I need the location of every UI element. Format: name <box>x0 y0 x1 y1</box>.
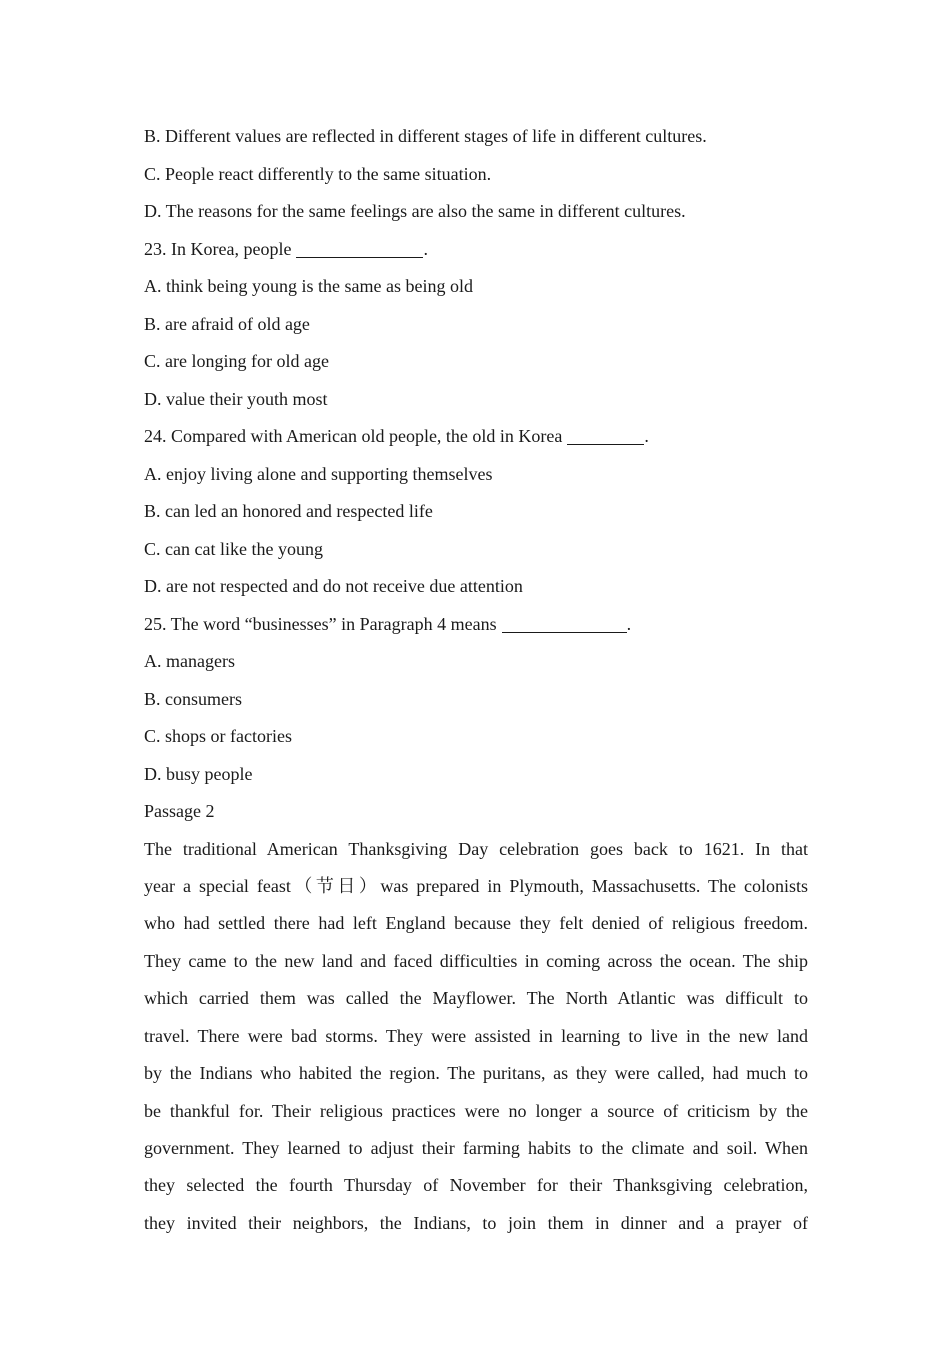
q23-question <box>144 231 808 269</box>
passage-line: be thankful for. Their religious practices were no longer a source of criticism by the <box>144 1100 808 1121</box>
q22-option-b: B. Different values are reflected in different stages of life in different cultures. <box>144 126 707 146</box>
q25-question <box>144 606 808 644</box>
q25-option-a: A. managers <box>144 651 235 671</box>
q24-option-a: A. enjoy living alone and supporting themselves <box>144 463 493 484</box>
q22-option-c: C. People react differently to the same situation. <box>144 163 492 184</box>
q25-stem: 25. The word “businesses” in Paragraph 4 means <box>144 613 497 634</box>
document-page <box>144 118 808 1242</box>
passage-line: which carried them was called the Mayflower. The North Atlantic was difficult to <box>144 988 808 1009</box>
passage-line: they invited their neighbors, the Indians, to join them in dinner and a prayer of <box>144 1212 808 1233</box>
q25-option-b: B. consumers <box>144 688 242 709</box>
passage-line: The traditional American Thanksgiving Day celebration goes back to 1621. In that <box>144 838 808 859</box>
passage-line: they selected the fourth Thursday of November for their Thanksgiving celebration, <box>144 1175 808 1196</box>
q23-option-c: C. are longing for old age <box>144 351 329 371</box>
q24-question <box>144 418 808 456</box>
q22-option-d: D. The reasons for the same feelings are also the same in different cultures. <box>144 201 686 221</box>
passage-line: travel. There were bad storms. They were assisted in learning to live in the new land <box>144 1025 808 1046</box>
q24-stem-end: . <box>644 426 649 446</box>
q23-option-a: A. think being young is the same as being old <box>144 276 473 296</box>
q23-stem: 23. In Korea, people <box>144 238 292 259</box>
passage-paragraph <box>144 831 808 1243</box>
q25-stem-end: . <box>626 613 632 634</box>
q24-answer-blank <box>567 426 644 445</box>
q23-stem-end: . <box>423 238 428 259</box>
q24-stem: 24. Compared with American old people, the old in Korea <box>144 426 563 446</box>
passage-line: year a special feast（节日）was prepared in Plymouth, Massachusetts. The colonists <box>144 875 808 896</box>
q25-answer-blank <box>502 614 627 633</box>
passage-line: They came to the new land and faced difficulties in coming across the ocean. The ship <box>144 950 808 971</box>
q23-option-d: D. value their youth most <box>144 388 328 409</box>
q23-answer-blank <box>296 239 423 258</box>
q23-option-b: B. are afraid of old age <box>144 313 310 334</box>
passage-line: by the Indians who habited the region. The puritans, as they were called, had much to <box>144 1063 808 1084</box>
q25-option-c: C. shops or factories <box>144 726 292 746</box>
passage-heading: Passage 2 <box>144 801 215 821</box>
q24-option-d: D. are not respected and do not receive due attention <box>144 576 523 596</box>
q24-option-b: B. can led an honored and respected life <box>144 501 433 521</box>
passage-line: government. They learned to adjust their farming habits to the climate and soil. When <box>144 1138 808 1158</box>
passage-line: who had settled there had left England because they felt denied of religious freedom. <box>144 913 808 934</box>
q24-option-c: C. can cat like the young <box>144 538 323 559</box>
q25-option-d: D. busy people <box>144 763 253 784</box>
